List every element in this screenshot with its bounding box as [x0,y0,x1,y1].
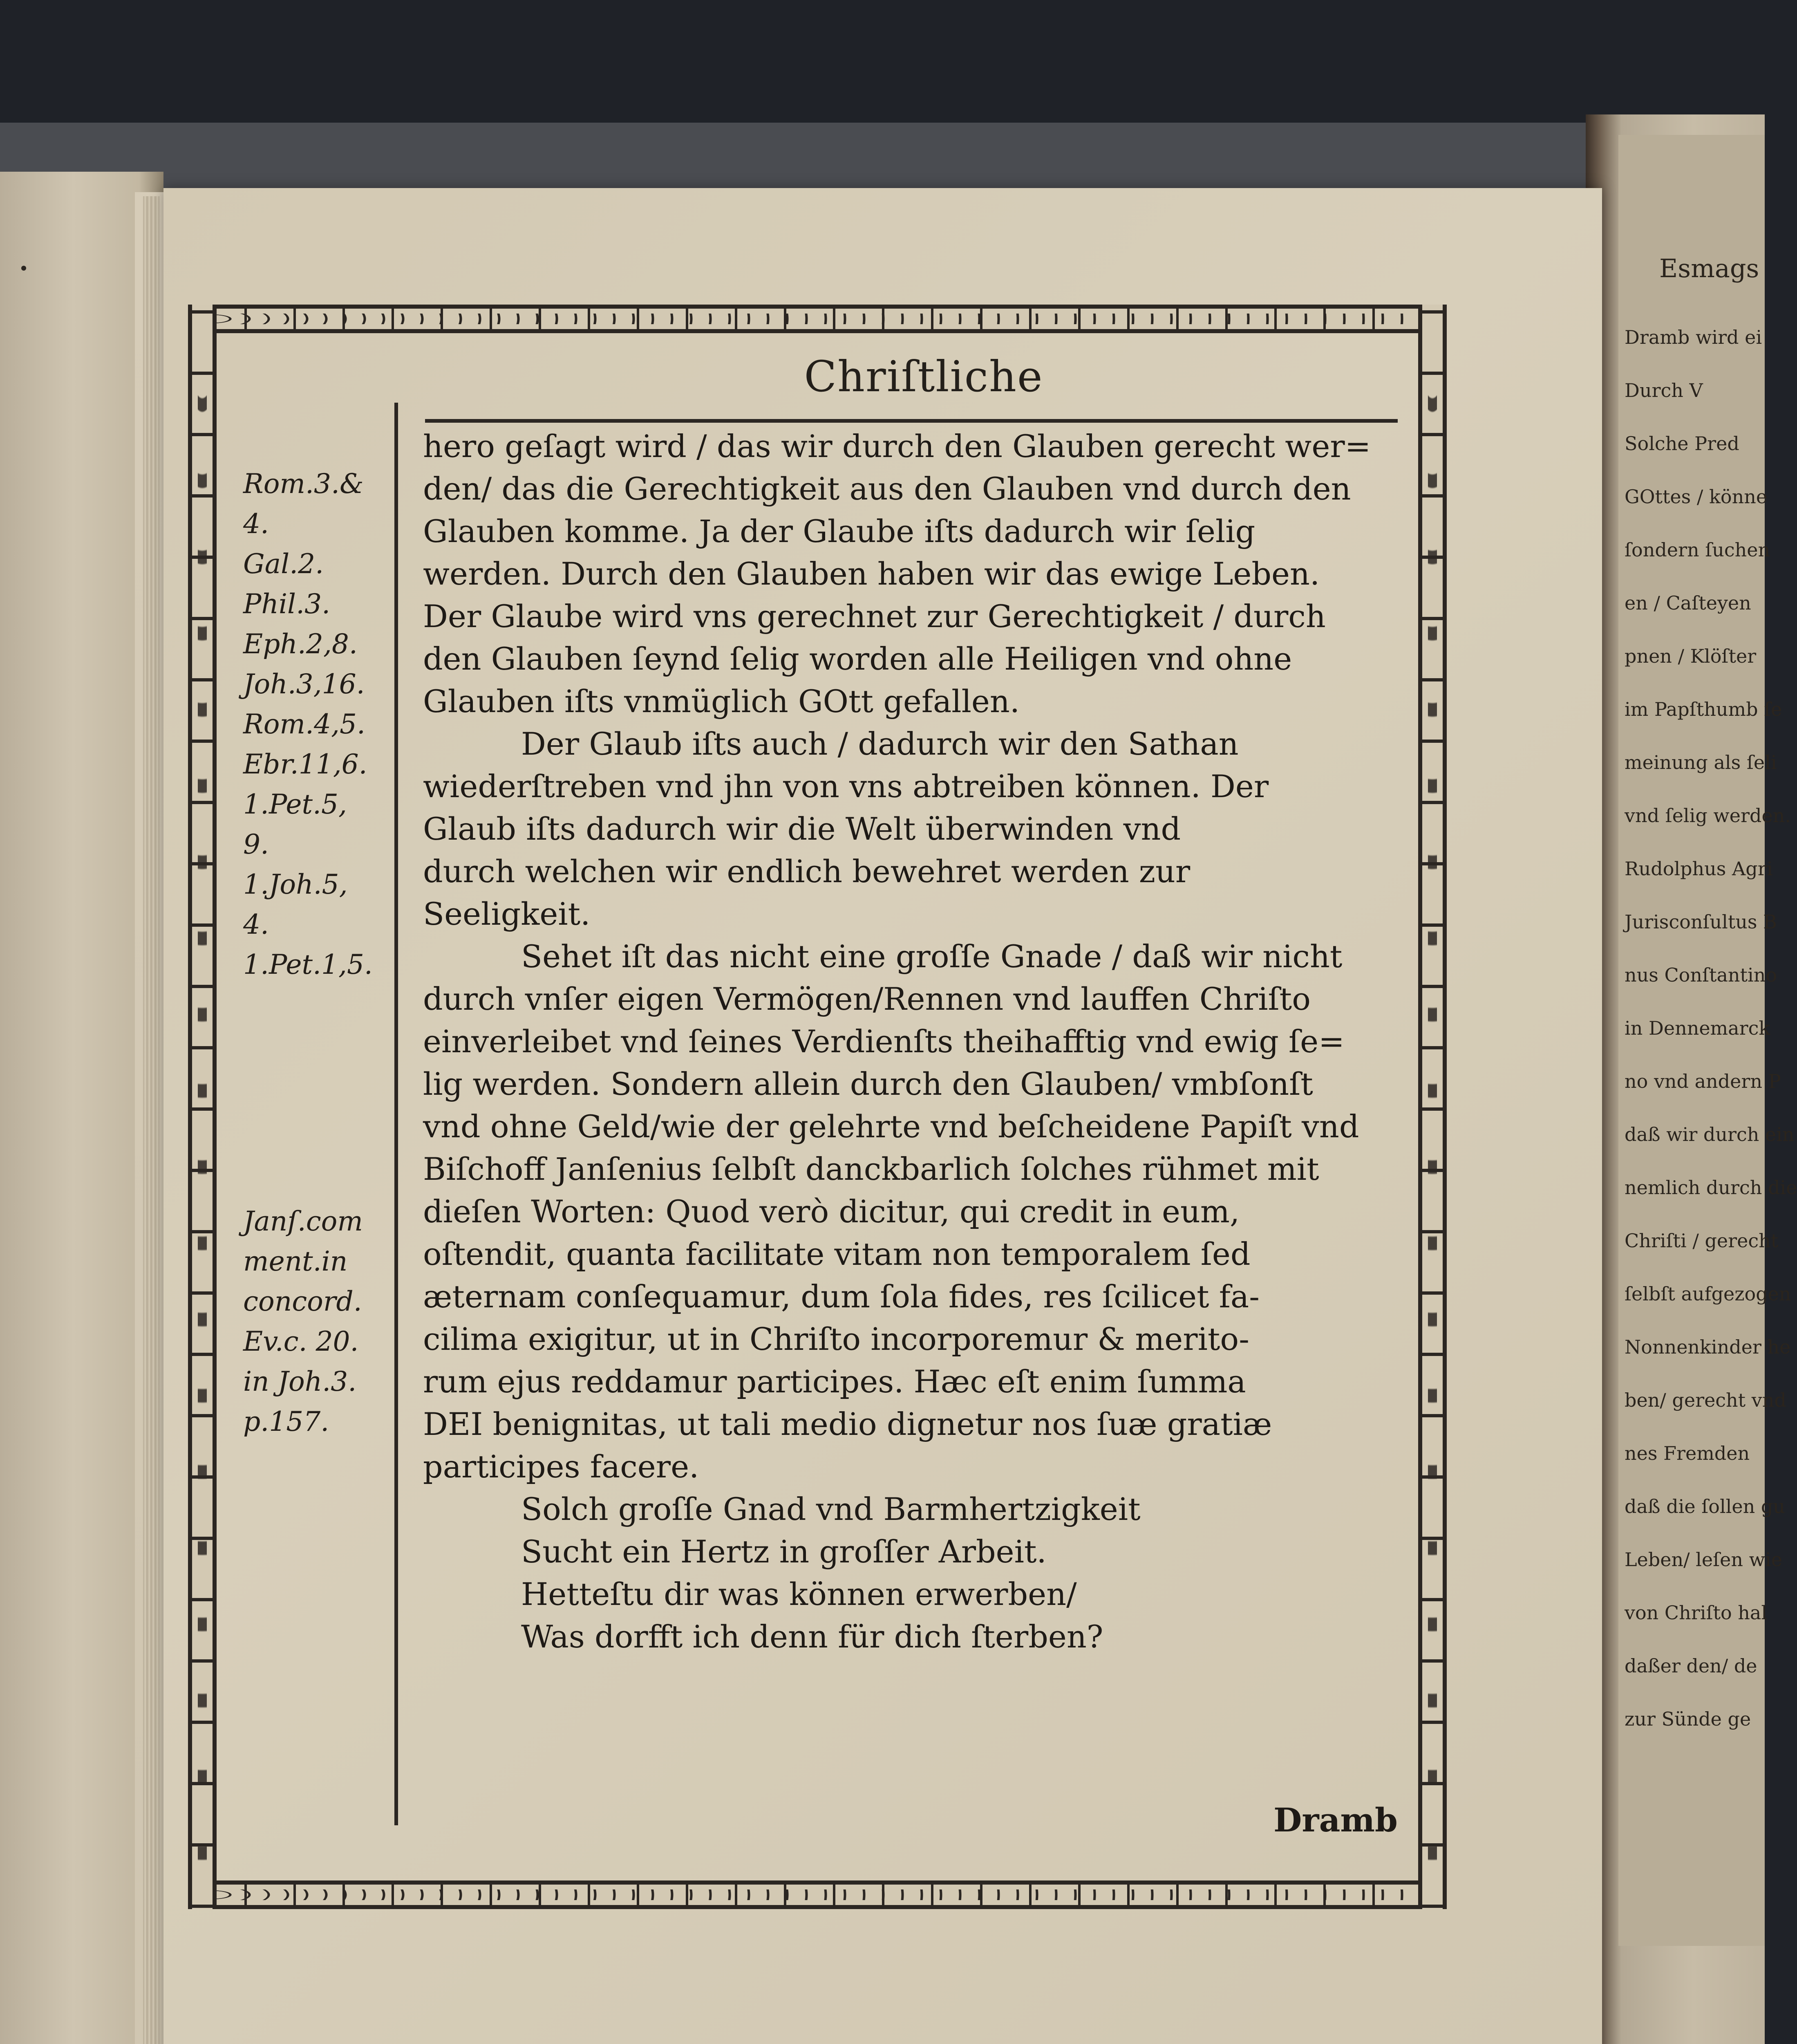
facing-page-line: pnen / Klöſter [1625,645,1757,667]
ornamental-border-left [188,305,217,1909]
margin-note: Rom.3.& [243,468,364,500]
margin-note: in Joh.3. [243,1366,357,1397]
text-line: cilima exigitur, ut in Chriſto incorporemur & merito- [423,1321,1249,1357]
margin-note: 4. [243,508,269,540]
margin-note: 4. [243,909,269,940]
facing-page-line: im Papſthumb ſe [1625,698,1782,720]
facing-page-line: Solche Pred [1625,433,1739,455]
text-line: Biſchoff Janſenius ſelbſt danckbarlich ſolches rühmet mit [423,1151,1319,1187]
margin-note: Eph.2,8. [243,628,358,660]
facing-page-line: en / Caſteyen [1625,592,1751,614]
margin-note: 1.Pet.1,5. [243,949,373,980]
facing-page-line: vnd ſelig werden. [1625,805,1791,827]
page-edges [143,196,159,2044]
facing-page-line: nemlich durch die [1625,1177,1797,1199]
margin-note: 1.Pet.5, [243,789,347,820]
text-line: oſtendit, quanta facilitate vitam non temporalem ſed [423,1236,1251,1272]
margin-column-rule [394,403,398,1825]
margin-note: p.157. [243,1406,329,1437]
facing-page-line: Chriſti / gerecht [1625,1230,1779,1252]
facing-page-line: ſelbſt aufgezogen [1625,1283,1791,1305]
ink-spot [21,266,26,271]
facing-page-text [1625,311,1797,1762]
margin-note: Phil.3. [243,588,331,620]
facing-page-line: ben/ gerecht vnd [1625,1389,1786,1411]
text-line: Seeligkeit. [423,896,591,932]
margin-note: Rom.4,5. [243,708,365,740]
facing-page-line: daß wir durch ein [1625,1123,1795,1145]
margin-note: Ev.c. 20. [243,1326,359,1357]
facing-page-line: meinung als ſeli [1625,751,1777,773]
margin-note: ment.in [243,1246,348,1277]
margin-note: Janſ.com [243,1206,363,1237]
text-line: dieſen Worten: Quod verò dicitur, qui credit in eum, [423,1193,1240,1230]
facing-page-line: no vnd andern P [1625,1070,1781,1092]
facing-page-line: Rudolphus Agri [1625,858,1773,880]
catchword: Dramb [1273,1801,1398,1839]
text-line: durch welchen wir endlich bewehret werden zur [423,853,1191,890]
text-line: Der Glaube wird vns gerechnet zur Gerechtigkeit / durch [423,598,1326,634]
text-line: rum ejus reddamur participes. Hæc eſt enim ſumma [423,1363,1246,1400]
text-line: durch vnſer eigen Vermögen/Rennen vnd lauffen Chriſto [423,981,1311,1017]
facing-page-line: ſondern ſuchen [1625,539,1770,561]
facing-page-line: von Chriſto hal [1625,1602,1768,1624]
margin-notes [243,464,382,1442]
verse-line: Solch groſſe Gnad vnd Barmhertzigkeit [521,1491,1141,1527]
margin-note: Ebr.11,6. [243,749,367,780]
facing-page-line: nes Fremden [1625,1442,1750,1464]
facing-page-line: Leben/ leſen wie [1625,1549,1782,1571]
facing-page-line: Durch V [1625,379,1703,401]
text-line: participes facere. [423,1448,699,1485]
margin-note: concord. [243,1286,362,1317]
margin-note: 1.Joh.5, [243,869,348,900]
text-line: Sehet iſt das nicht eine groſſe Gnade / daß wir nicht [521,938,1343,975]
text-line: wiederſtreben vnd jhn von vns abtreiben können. Der [423,768,1269,805]
ornamental-border-right [1418,305,1447,1909]
ornamental-border-top [188,305,1447,333]
verse-line: Was dorfft ich denn für dich ſterben? [521,1618,1103,1655]
text-line: Glauben komme. Ja der Glaube iſts dadurch wir ſelig [423,513,1255,549]
text-line: æternam conſequamur, dum ſola fides, res ſcilicet fa- [423,1278,1260,1315]
facing-page-header: Esmags [1659,253,1759,283]
verse-line: Sucht ein Hertz in groſſer Arbeit. [521,1533,1047,1570]
verse-line: Hetteſtu dir was können erwerben/ [521,1576,1077,1612]
scan-background [0,123,1765,188]
body-text [423,425,1400,1658]
facing-page-line: daßer den/ de [1625,1655,1757,1677]
facing-page-line: in Dennemarck [1625,1017,1770,1039]
text-line: Der Glaub iſts auch / dadurch wir den Sathan [521,726,1239,762]
ornamental-border-bottom [188,1880,1447,1909]
facing-page-line: GOttes / könne [1625,486,1768,508]
head-rule [425,419,1398,423]
text-line: Glaub iſts dadurch wir die Welt überwinden vnd [423,811,1181,847]
facing-page-line: Jurisconſultus B [1625,911,1777,933]
text-line: DEI benignitas, ut tali medio dignetur nos ſuæ gratiæ [423,1406,1272,1442]
text-line: hero geſagt wird / das wir durch den Glauben gerecht wer= [423,428,1371,464]
facing-page-line: daß die ſollen gu [1625,1495,1785,1517]
facing-page-line: zur Sünde ge [1625,1708,1751,1730]
text-line: den/ das die Gerechtigkeit aus den Glauben vnd durch den [423,471,1351,507]
text-line: vnd ohne Geld/wie der gelehrte vnd beſcheidene Papiſt vnd [423,1108,1359,1145]
facing-page-line: nus Conſtantino [1625,964,1777,986]
running-head: Chriſtliche [804,352,1043,401]
text-line: werden. Durch den Glauben haben wir das ewige Leben. [423,556,1320,592]
margin-note: 9. [243,829,269,860]
margin-note: Gal.2. [243,548,324,580]
facing-page-line: Nonnenkinder he [1625,1336,1791,1358]
text-line: den Glauben ſeynd ſelig worden alle Heiligen vnd ohne [423,641,1292,677]
facing-page-line: Dramb wird ei [1625,326,1762,348]
text-line: Glauben iſts vnmüglich GOtt gefallen. [423,683,1020,719]
text-line: einverleibet vnd ſeines Verdienſts theihafftig vnd ewig ſe= [423,1023,1345,1060]
text-line: lig werden. Sondern allein durch den Glauben/ vmbſonſt [423,1066,1313,1102]
margin-note: Joh.3,16. [243,668,365,700]
